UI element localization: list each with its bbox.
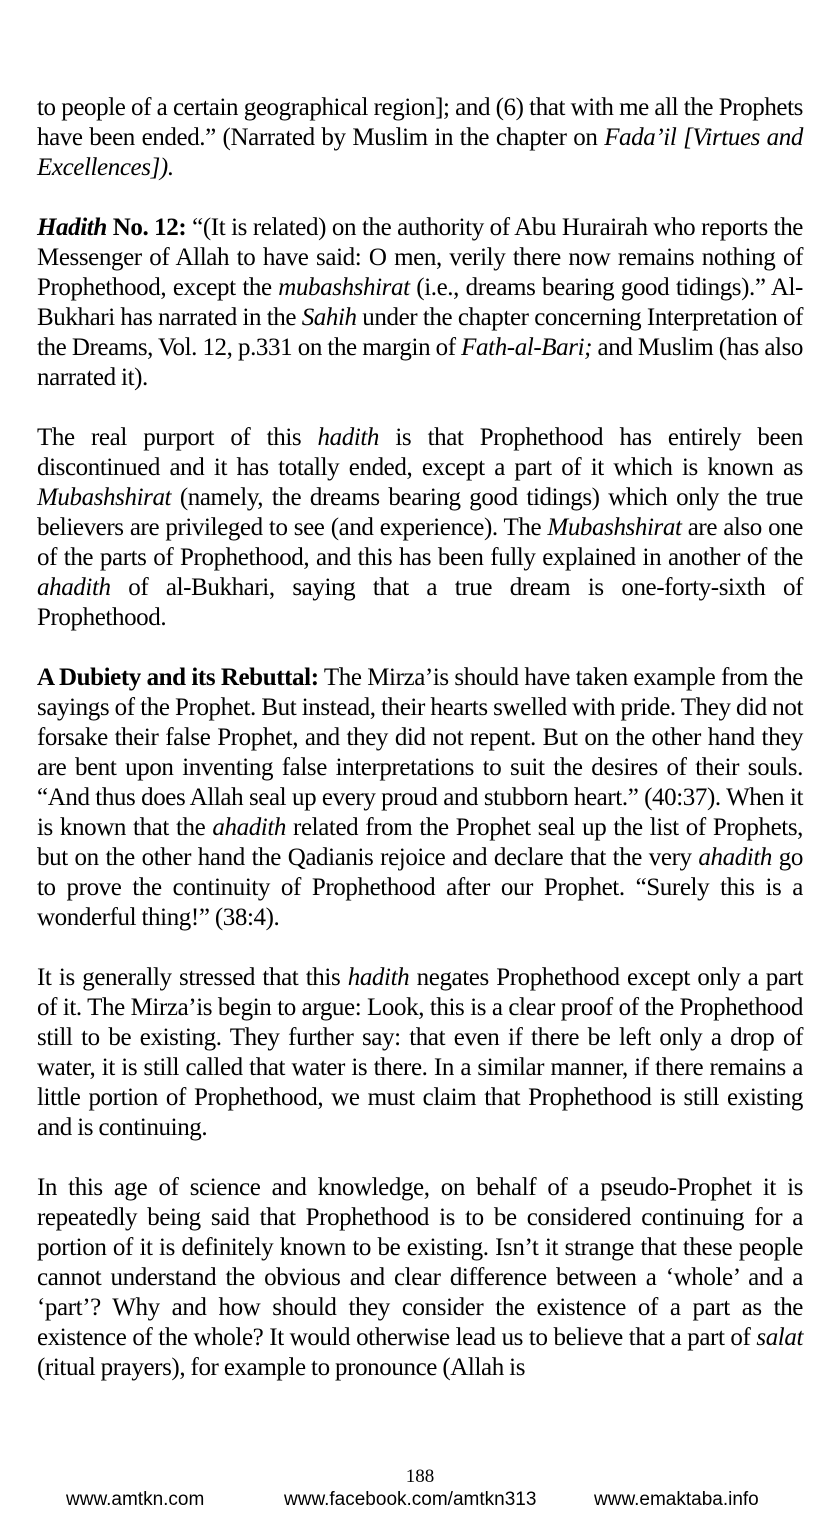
- page-number: 188: [405, 1466, 435, 1487]
- text-run: are also one of the parts of Prophethood, and this has been fully explained in another of the: [37, 514, 804, 571]
- text-run: ahadith: [698, 844, 772, 871]
- text-run: In this age of science and knowledge, on behalf of a pseudo-Prophet it is repeatedly being said that Prophethood is to be considered continuing for a portion of it is definitely known to be existing. Isn’t it strange that these people cannot understand the obvious and clear difference between a ‘whole’ and a ‘part’? Why and how should they consider the existence of a part as the existence of the whole? It would otherwise lead us to believe that a part of: [37, 1174, 803, 1351]
- text-run: It is generally stressed that this: [37, 964, 348, 991]
- text-run: The Mirza’is should have taken example from the sayings of the Prophet. But instead, their hearts swelled with pride. They did not forsake their false Prophet, and they did not repent. But on the other hand they are bent upon inventing false interpretations to suit the desires of their souls. “And thus does Allah seal up every proud and stubborn heart.” (40:37). When it is known that the: [37, 664, 804, 841]
- text-run: ahadith: [212, 814, 286, 841]
- page-body: [37, 93, 803, 1413]
- text-run: A Dubiety and its Rebuttal:: [37, 664, 319, 691]
- text-run: Fada’il [Virtues and Excellences]).: [37, 124, 803, 181]
- paragraph-dubiety-rebuttal: [37, 663, 803, 933]
- text-run: of al-Bukhari, saying that a true dream is one-forty-sixth of Prophethood.: [37, 574, 803, 631]
- text-run: No. 12:: [106, 214, 187, 241]
- footer-link-facebook[interactable]: www.facebook.com/amtkn313: [284, 1489, 537, 1510]
- text-run: to people of a certain geographical region]; and (6) that with me all the Prophets have been ended.” (Narrated by Muslim in the chapter on: [37, 94, 803, 151]
- text-run: Mubashshirat: [547, 514, 682, 541]
- text-run: hadith: [317, 424, 380, 451]
- text-run: Mubashshirat: [37, 484, 172, 511]
- text-run: mubashshirat: [278, 274, 410, 301]
- text-run: go to prove the continuity of Prophethood after our Prophet. “Surely this is a wonderful thing!” (38:4).: [37, 844, 803, 931]
- paragraph-hadith-12: [37, 213, 803, 393]
- text-run: salat: [756, 1324, 803, 1351]
- text-run: hadith: [347, 964, 410, 991]
- text-run: related from the Prophet seal up the list of Prophets, but on the other hand the Qadianis rejoice and declare that the very: [37, 814, 804, 871]
- text-run: (i.e., dreams bearing good tidings).” Al-Bukhari has narrated in the: [37, 274, 803, 331]
- paragraph-6: [37, 1173, 803, 1383]
- text-run: Hadith: [37, 214, 107, 241]
- footer: [0, 1489, 840, 1513]
- paragraph-1: [37, 93, 803, 183]
- text-run: (namely, the dreams bearing good tidings) which only the true believers are privileged to see (and experience). The: [37, 484, 803, 541]
- text-run: is that Prophethood has entirely been discontinued and it has totally ended, except a part of it which is known as: [37, 424, 804, 481]
- text-run: Fath-al-Bari;: [461, 334, 593, 361]
- text-run: “(It is related) on the authority of Abu Hurairah who reports the Messenger of Allah to have said: O men, verily there now remains nothing of Prophethood, except the: [37, 214, 803, 301]
- paragraph-3: [37, 423, 803, 633]
- text-run: The real purport of this: [37, 424, 318, 451]
- text-run: ahadith: [37, 574, 111, 601]
- text-run: (ritual prayers), for example to pronounce (Allah is: [37, 1354, 526, 1381]
- footer-link-amtkn[interactable]: www.amtkn.com: [66, 1489, 205, 1510]
- text-run: Sahih: [301, 304, 357, 331]
- text-run: and Muslim (has also narrated it).: [37, 334, 803, 391]
- text-run: under the chapter concerning Interpretation of the Dreams, Vol. 12, p.331 on the margin of: [37, 304, 803, 361]
- text-run: negates Prophethood except only a part of it. The Mirza’is begin to argue: Look, this is a clear proof of the Prophethood still to be existing. They further say: that even if there be left only a drop of water, it is still called that water is there. In a similar manner, if there remains a little portion of Prophethood, we must claim that Prophethood is still existing and is continuing.: [37, 964, 803, 1141]
- footer-link-emaktaba[interactable]: www.emaktaba.info: [594, 1489, 759, 1510]
- paragraph-5: [37, 963, 803, 1143]
